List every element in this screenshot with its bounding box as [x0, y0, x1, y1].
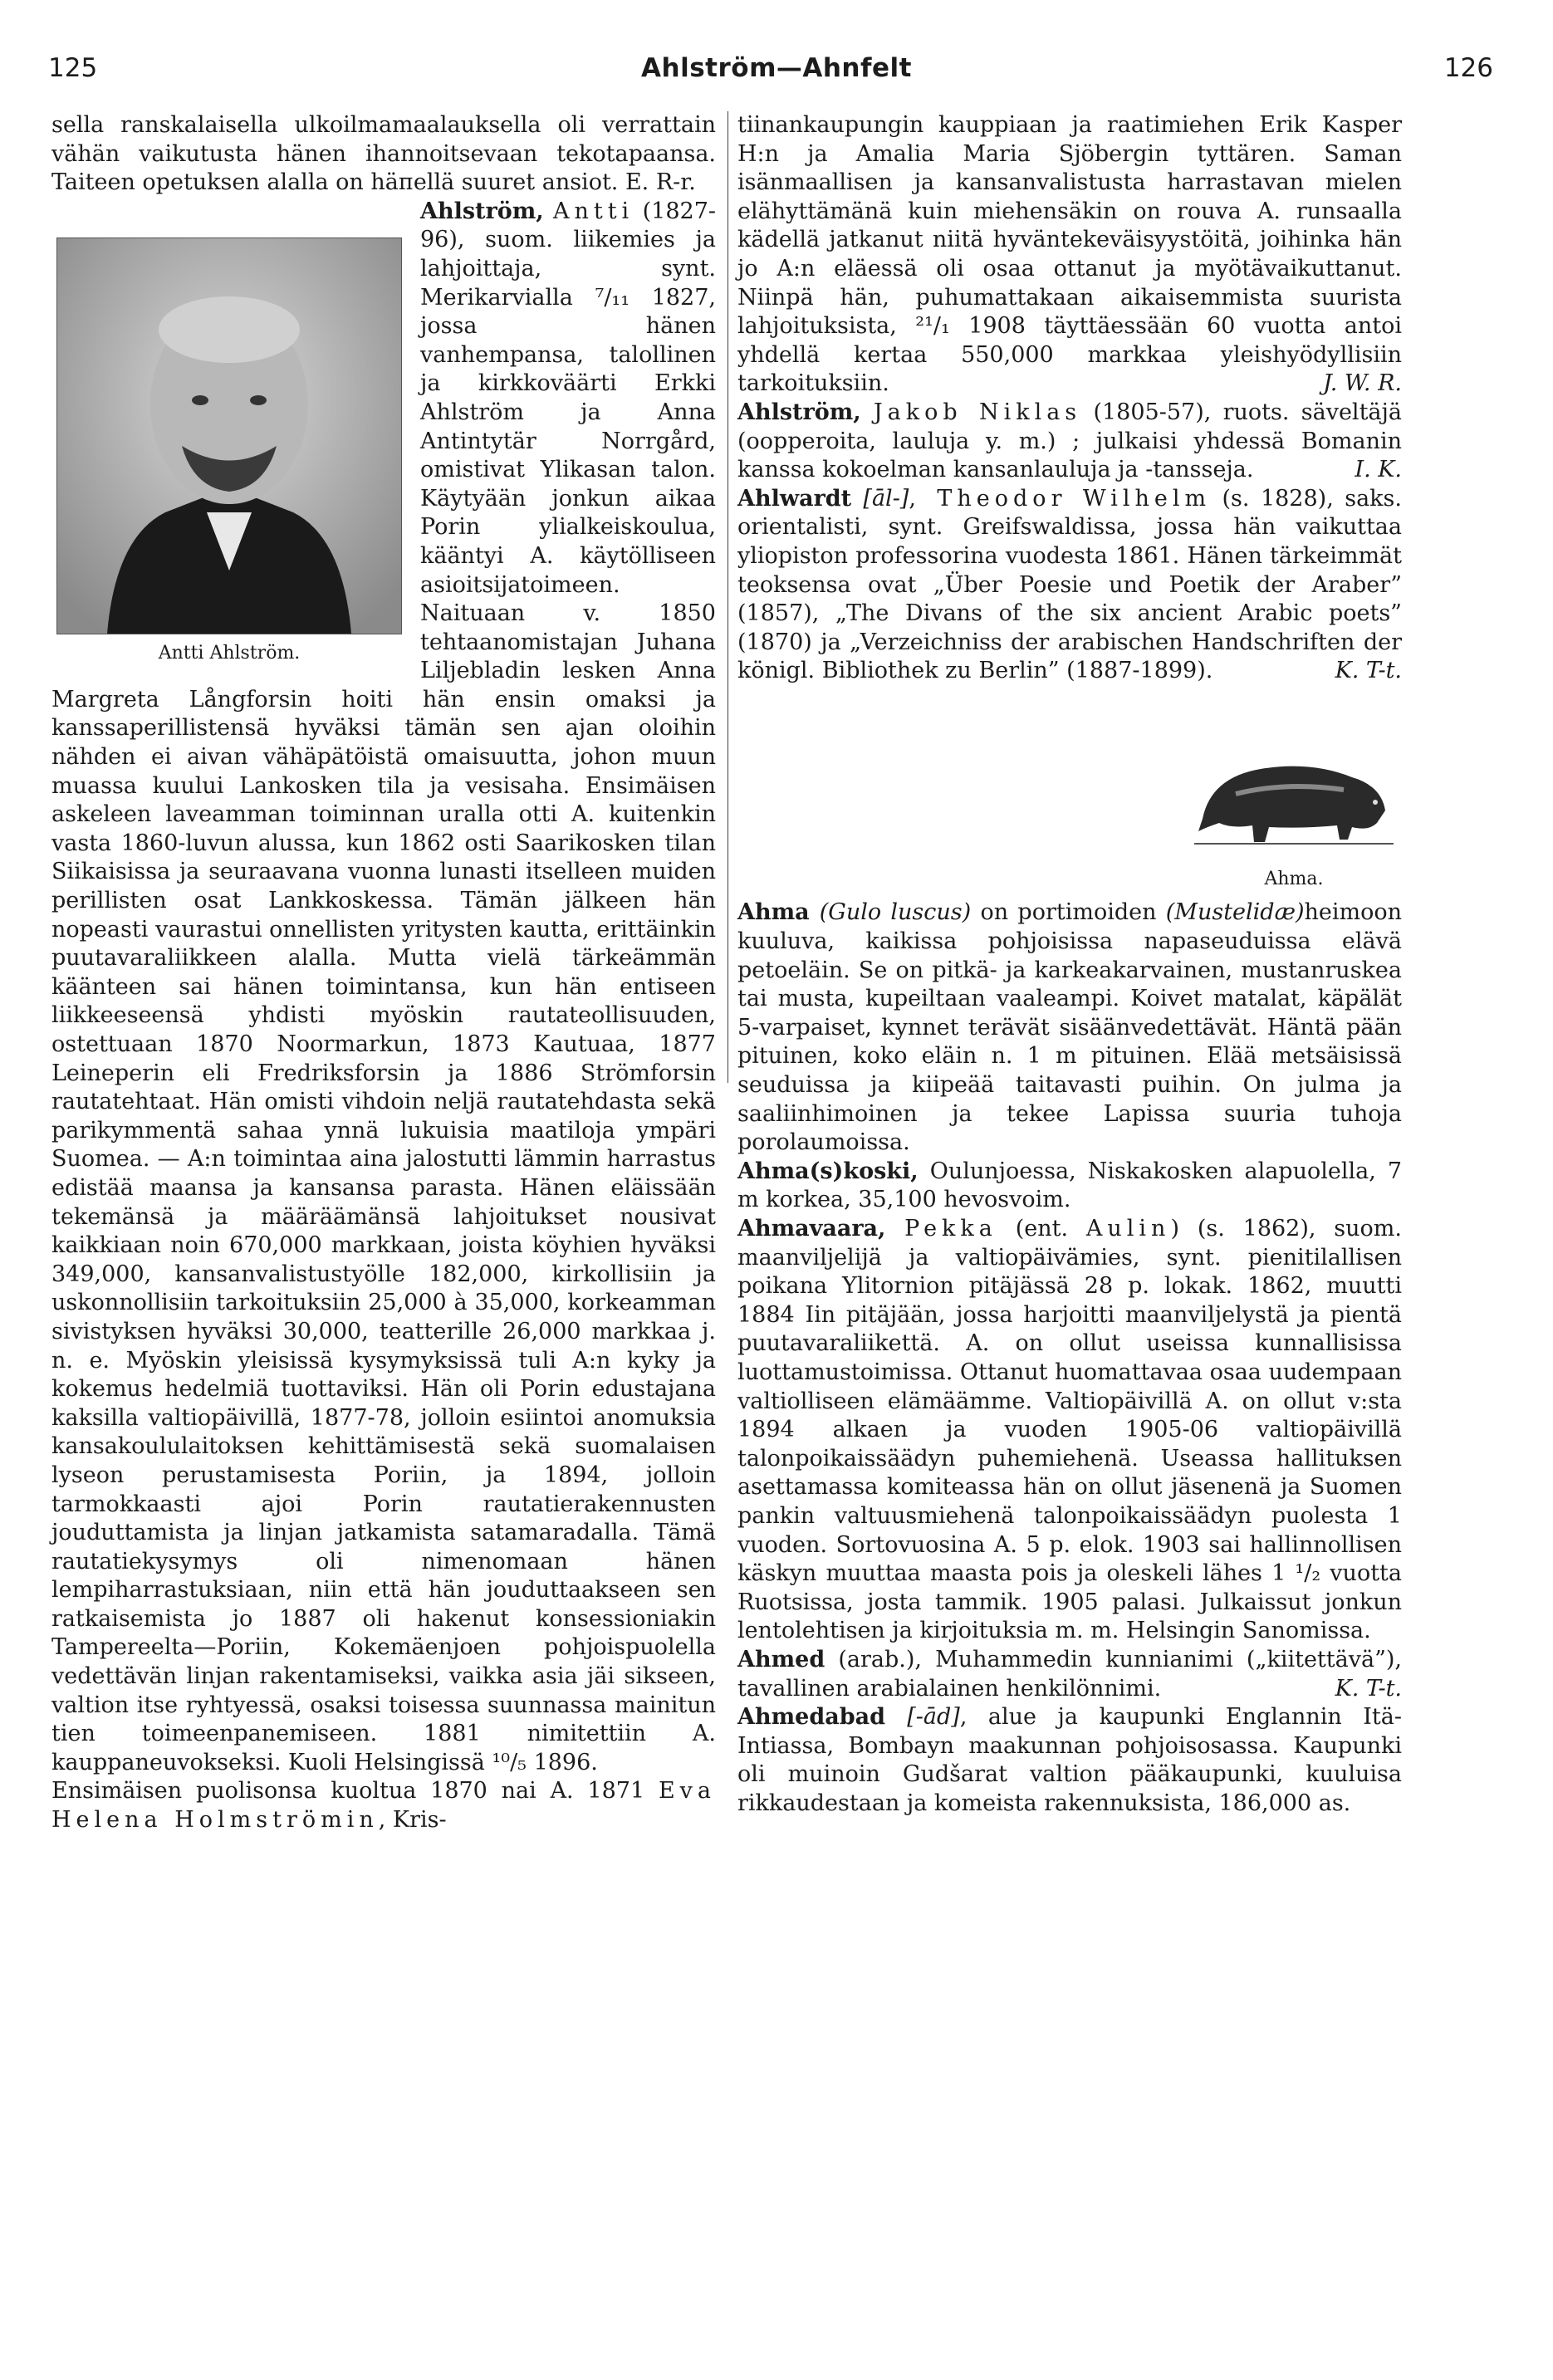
animal-figure	[1186, 736, 1402, 894]
running-title: Ahlström—Ahnfelt	[641, 53, 912, 83]
portrait-caption: Antti Ahlström.	[158, 642, 301, 664]
latin-name: (Gulo luscus)	[819, 899, 972, 926]
paragraph	[737, 111, 1402, 399]
text: on portimoiden	[971, 899, 1166, 926]
entry-name: Pekka	[904, 1216, 997, 1241]
author-signature: K. T-t.	[1335, 1675, 1402, 1702]
wolverine-illustration	[1186, 736, 1402, 860]
left-column	[51, 111, 716, 1835]
entry-text: (1805-57), ruots. säveltäjä (oopperoita, lauluja y. m.) ; julkaisi yhdessä Bomanin kanssa kokoelman kansanlauluja ja -tansseja.	[737, 399, 1402, 483]
entry-text: (arab.), Muhammedin kunnianimi („kiitettävä”), tavallinen arabialainen henkilönnimi.	[737, 1646, 1402, 1702]
entry-text: (s. 1828), saks. orientalisti, synt. Greifswaldissa, jossa hän vaikuttaa yliopiston professorina vuodesta 1861. Hänen tärkeimmät teoksensa ovat „Über Poesie und Poetik der Araber” (1857), „The Divans of the six ancient Arabic poets” (1870) ja „Verzeichniss der arabischen Handschriften der königl. Bibliothek zu Berlin” (1887-1899).	[737, 485, 1402, 684]
text: sella ranskalaisella ulkoilmamaalauksella oli verrattain vähän vaikutusta hänen ihannoitsevaan tekotapaansa. Taiteen opetuksen alalla on häпellä suuret ansiot. E. R-r.	[51, 112, 716, 196]
text: , Kris-	[378, 1807, 447, 1834]
pronunciation: [-ād]	[907, 1704, 960, 1731]
author-signature: J. W. R.	[1322, 370, 1402, 397]
entry-heading: Ahlwardt	[737, 485, 864, 512]
entry-heading: Ahmedabad	[737, 1704, 908, 1731]
text: Ensimäisen puolisonsa kuoltua 1870 nai A. 1871	[51, 1778, 659, 1805]
animal-caption: Ahma.	[1264, 868, 1324, 889]
entry-name: Aulin	[1085, 1216, 1171, 1241]
entry-ahmed	[737, 1646, 1402, 1703]
latin-family: (Mustelidæ)	[1165, 899, 1305, 926]
entry-ahlwardt	[737, 485, 1402, 686]
paragraph	[51, 1777, 716, 1834]
entry-ahmedabad	[737, 1703, 1402, 1818]
entry-heading: Ahma	[737, 899, 820, 926]
entry-heading: Ahlström,	[737, 399, 874, 425]
entry-text: , alue ja kaupunki Englannin Itä-Intiassa, Bombayn maakunnan pohjoisosassa. Kaupunki oli muinoin Gudšarat valtion pääkaupunki, kuuluisa rikkaudestaan ja komeista rakennuksista, 186,000 as.	[737, 1704, 1402, 1816]
entry-heading: Ahmavaara,	[737, 1216, 905, 1241]
right-column	[737, 111, 1402, 1818]
text: (ent.	[997, 1216, 1086, 1241]
entry-ahmaskoski	[737, 1158, 1402, 1215]
portrait-photo	[56, 238, 402, 634]
entry-ahmavaara	[737, 1215, 1402, 1646]
entry-text: Oulunjoessa, Niskakosken alapuolella, 7 m korkea, 35,100 hevosvoim.	[737, 1158, 1402, 1213]
portrait-figure	[56, 238, 402, 668]
paragraph	[51, 111, 716, 198]
entry-heading: Ahlström,	[420, 198, 553, 224]
entry-text: ) (s. 1862), suom. maanviljelijä ja valtiopäivämies, synt. pienitilallisen poikana Ylitornion pitäjässä 28 p. lokak. 1862, muutti 1884 Iin pitäjään, jossa harjoitti maanviljelystä ja pientä puutavaraliikettä. A. on ollut useissa kunnallisissa luottamustoimissa. Ottanut huomattavaa osaa uudempaan valtiolliseen elämäämme. Valtiopäivillä A. on ollut v:sta 1894 alkaen ja vuoden 1905-06 valtiopäivillä talonpoikaissäädyn puhemiehenä. Useassa hallituksen asettamassa komiteassa hän on ollut jäsenenä ja Suomen pankin valtuusmiehenä talonpoikaissäädyn puolesta 1 vuoden. Sortovuosina A. 5 p. elok. 1903 sai hallinnollisen käskyn muuttaa maasta pois ja oleskeli lähes 1 ¹/₂ vuotta Ruotsissa, josta tammik. 1905 palasi. Julkaissut jonkun lentolehtisen ja kirjoituksia m. m. Helsingin Sanomissa.	[737, 1216, 1402, 1644]
author-signature: I. K.	[1355, 457, 1402, 483]
entry-heading: Ahmed	[737, 1646, 825, 1672]
pronunciation: [āl-]	[863, 485, 909, 512]
entry-ahlstrom-jakob	[737, 399, 1402, 485]
text: tiinankaupungin kauppiaan ja raatimiehen Erik Kasper H:n ja Amalia Maria Sjöbergin tyttären. Saman isänmaallisen ja kansanvalistusta harrastavan mielen elähyttämänä kuin miehensäkin on rouva A. runsaalla kädellä jatkanut niitä hyväntekeväisyystöitä, joihinka hän jo A:n eläessä oli osaa ottanut ja myötävaikuttanut. Niinpä hän, puhumattakaan aikaisemmista suurista lahjoituksista, ²¹/₁ 1908 täyttäessään 60 vuotta antoi yhdellä kertaa 550,000 markkaa yleishyödyllisiin tarkoituksiin.	[737, 112, 1402, 397]
entry-ahma	[737, 899, 1402, 1157]
entry-name: , Theodor Wilhelm	[909, 485, 1212, 512]
entry-name: Jakob Niklas	[873, 399, 1082, 425]
page-number-right: 126	[1443, 53, 1493, 83]
entry-heading: Ahma(s)koski,	[737, 1158, 919, 1184]
entry-text: heimoon kuuluva, kaikissa pohjoisissa napaseuduissa elävä petoeläin. Se on pitkä- ja karkeakarvainen, mustanruskea tai musta, kupeiltaan vaaleampi. Koivet matalat, käpälät 5-varpaiset, kynnet terävät sisäänvedettävät. Häntä pään pituinen, koko eläin n. 1 m pituinen. Elää metsäisissä seuduissa ja kiipeää taitavasti puihin. On julma ja saaliinhimoinen ja tekee Lapissa suuria tuhoja porolaumoissa.	[737, 899, 1403, 1156]
page-number-left: 125	[48, 53, 98, 83]
spouse-name: Eva Helena Holmströmin	[51, 1778, 716, 1834]
entry-text: (1827-96), suom. liikemies ja lahjoittaja, synt. Merikarvialla ⁷/₁₁ 1827, jossa hänen vanhempansa, talollinen ja kirkkoväärti Erkki Ahlström ja Anna Antintytär Norrgård, omistivat Ylikasan talon. Käytyään jonkun aikaa Porin ylialkeiskoulua, kääntyi A. käytölliseen asioitsijatoimeen. Naituaan v. 1850 tehtaanomistajan Juhana Liljebladin lesken Anna Margreta Långforsin hoiti hän ensin omaksi ja kanssaperillistensä hyväksi tämän sen ajan oloihin nähden ei aivan vähäpätöistä omaisuutta, johon muun muassa kuului Lankosken tila ja vesisaha. Ensimäisen askeleen laveamman toiminnan uralla otti A. kuitenkin vasta 1860-luvun alussa, kun 1862 osti Saarikosken tilan Siikaisissa ja seuraavana vuonna lunasti itselleen muiden perillisten osat Lankkoskessa. Tämän jälkeen hän nopeasti vaurastui onnellisten yritysten kautta, erittäinkin puutavaraliikkeen alalla. Mutta vielä tärkeämmän käänteen sai hänen toimintansa, kun hän entiseen liikkeeseensä yhdisti myöskin rautateollisuuden, ostettuaan 1870 Noormarkun, 1873 Kautuaa, 1877 Leineperin eli Fredriksforsin ja 1886 Strömforsin rautatehtaat. Hän omisti vihdoin neljä rautatehdasta sekä parikymmentä sahaa ynnä lukuisia maatiloja ympäri Suomea. — A:n toimintaa aina jalostutti lämmin harrastus edistää maansa ja kansansa parasta. Hänen eläissään tekemänsä ja määräämänsä lahjoitukset nousivat kaikkiaan noin 670,000 markkaan, joista köyhien hyväksi 349,000, kansanvalistustyölle 182,000, kirkollisiin ja uskonnollisiin tarkoituksiin 25,000 à 35,000, korkeamman sivistyksen hyväksi 30,000, teatterille 26,000 markkaa j. n. e. Myöskin yleisissä kysymyksissä tuli A:n kyky ja kokemus hedelmiä tuottaviksi. Hän oli Porin edustajana kaksilla valtiopäivillä, 1877-78, jolloin esiintoi anomuksia kansakoululaitoksen kehittämisestä sekä suomalaisen lyseon perustamisesta Poriin, ja 1894, jolloin tarmokkaasti ajoi Porin rautatierakennusten jouduttamista ja linjan jatkamista satamaradalla. Tämä rautatiekysymys oli nimenomaan hänen lempiharrastuksiaan, niin että hän jouduttaakseen sen ratkaisemista jo 1887 oli hakenut konsessioniakin Tampereelta—Poriin, Kokemäenjoen pohjoispuolella vedettävän linjan rakentamiseksi, vaikka asia jäi sikseen, valtion itse ryhtyessä, osaksi toisessa suunnassa mainitun tien toimeenpanemiseen. 1881 nimitettiin A. kauppaneuvokseksi. Kuoli Helsingissä ¹⁰/₅ 1896.	[51, 198, 716, 1775]
author-signature: K. T-t.	[1335, 658, 1402, 684]
entry-name: Antti	[552, 198, 634, 224]
